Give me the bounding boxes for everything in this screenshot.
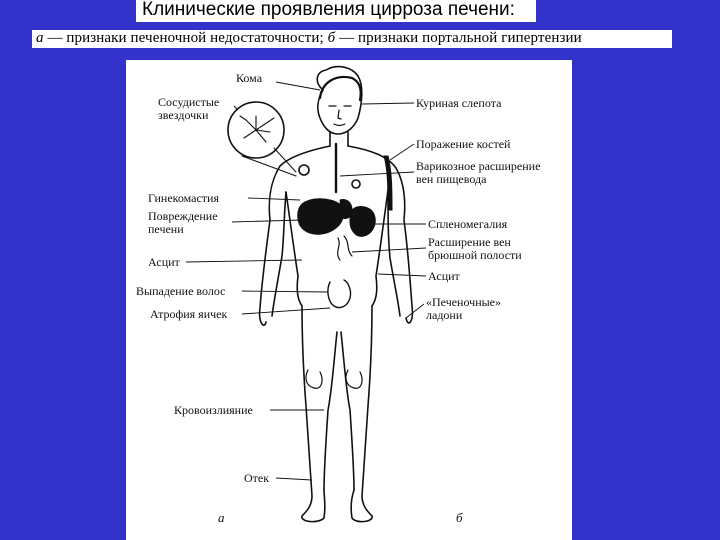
- label-abdominal-veins: [428, 236, 522, 262]
- label-liver-damage-line1: Повреждение: [148, 209, 218, 223]
- label-esophageal-varices-line2: вен пищевода: [416, 172, 487, 186]
- leader-edema: [276, 478, 312, 480]
- slide-title: Клинические проявления цирроза печени:: [142, 0, 515, 20]
- leader-bone: [390, 144, 414, 160]
- subtitle-letter-a: а: [36, 30, 44, 46]
- diagram-panel: [126, 60, 572, 540]
- spleen: [350, 207, 375, 237]
- face-features: [329, 106, 351, 126]
- label-spider-veins: [158, 96, 219, 122]
- label-liver-palms-line2: ладони: [426, 308, 463, 322]
- label-bone-damage: Поражение костей: [416, 137, 511, 151]
- genitals: [328, 280, 351, 308]
- label-esophageal-varices-line1: Варикозное расширение: [416, 159, 541, 173]
- label-spider-veins-line2: звездочки: [158, 108, 209, 122]
- knee-right: [346, 370, 362, 388]
- label-esophageal-varices: [416, 160, 540, 186]
- leader-varices: [340, 172, 414, 176]
- leader-gynecomastia: [248, 198, 300, 200]
- label-hemorrhage: Кровоизлияние: [174, 403, 253, 417]
- leg-right-inner: [341, 332, 354, 490]
- label-liver-damage-line2: печени: [148, 222, 184, 236]
- stomach: [340, 199, 352, 218]
- breast-right: [352, 180, 360, 188]
- subtitle-letter-b: б: [327, 30, 336, 46]
- label-night-blindness: Куриная слепота: [416, 96, 502, 110]
- label-edema: Отек: [244, 471, 270, 485]
- arm-left-inner: [272, 192, 286, 316]
- label-testicular-atrophy: Атрофия яичек: [150, 307, 228, 321]
- leader-ascites-right: [378, 274, 426, 276]
- arm-right-veins: [384, 156, 392, 210]
- abdominal-veins: [338, 236, 352, 260]
- label-splenomegaly: Спленомегалия: [428, 217, 508, 231]
- label-abdominal-veins-line1: Расширение вен: [428, 235, 511, 249]
- subtitle-text-b: — признаки портальной гипертензии: [335, 30, 582, 46]
- panel-letter-a: а: [218, 510, 225, 525]
- leader-liver: [232, 220, 302, 222]
- knee-left: [306, 370, 322, 388]
- label-coma: Кома: [236, 71, 263, 85]
- leg-left-outer: [302, 306, 325, 522]
- label-liver-palms-line1: «Печеночные»: [426, 295, 502, 309]
- label-ascites-left: Асцит: [148, 255, 180, 269]
- leader-coma: [276, 82, 320, 90]
- label-hair-loss: Выпадение волос: [136, 284, 226, 298]
- leg-left-inner: [324, 332, 337, 490]
- waist-right: [372, 190, 388, 306]
- hair: [320, 77, 361, 100]
- label-liver-damage: [148, 210, 218, 236]
- leader-night-blindness: [362, 103, 414, 104]
- subtitle-text-a: — признаки печеночной недостаточности;: [43, 30, 328, 46]
- breast-left: [299, 165, 309, 175]
- label-spider-veins-line1: Сосудистые: [158, 95, 220, 109]
- leader-hair-loss: [242, 291, 328, 292]
- leader-testicular-atrophy: [242, 308, 330, 314]
- label-ascites-right: Асцит: [428, 269, 460, 283]
- leader-ascites-left: [186, 260, 302, 262]
- leader-liver-palms: [406, 304, 424, 318]
- label-gynecomastia: Гинекомастия: [148, 191, 219, 205]
- torso-left: [260, 146, 330, 325]
- label-liver-palms: [426, 296, 501, 322]
- magnifier-connector: [242, 148, 296, 176]
- label-abdominal-veins-line2: брюшной полости: [428, 248, 522, 262]
- leg-right-outer: [351, 306, 372, 522]
- body-figure: [126, 60, 572, 540]
- spider-vessels: [240, 116, 274, 142]
- liver: [298, 199, 344, 235]
- slide-subtitle: [36, 30, 582, 47]
- panel-letter-b: б: [456, 510, 463, 525]
